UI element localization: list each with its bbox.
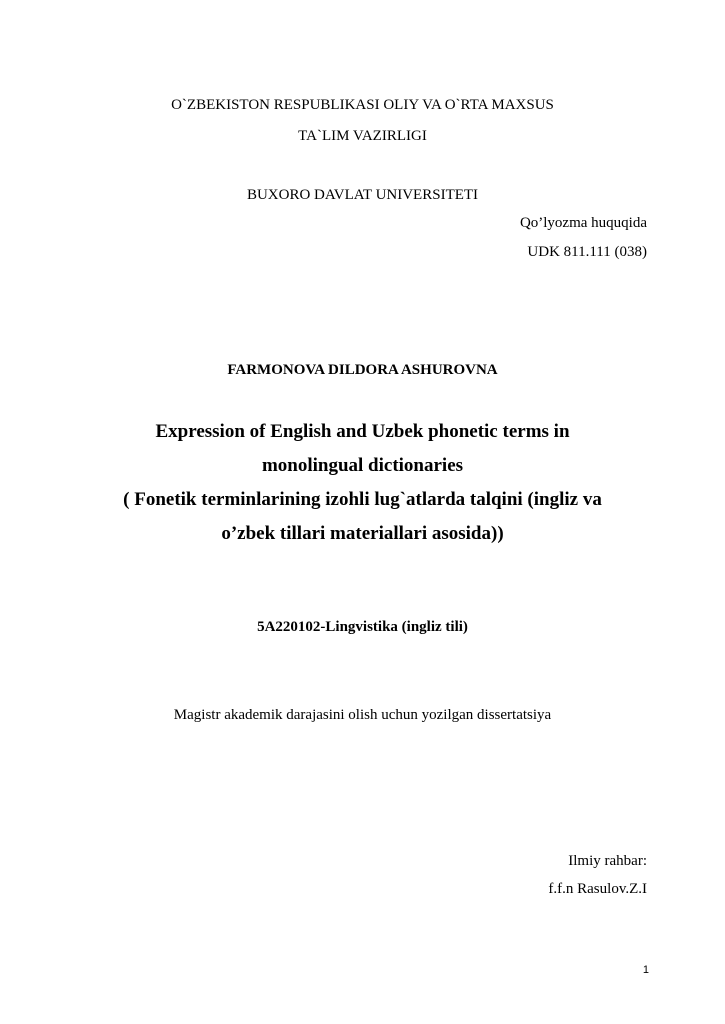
degree-note: Magistr akademik darajasini olish uchun yozilgan dissertatsiya	[173, 707, 552, 723]
specialty-code: 5A220102-Lingvistika (ingliz tili)	[257, 619, 468, 635]
page-number: 1	[642, 964, 649, 976]
title-line-3: ( Fonetik terminlarining izohli lug`atlarda talqini (ingliz va	[123, 489, 602, 510]
university-name: BUXORO DAVLAT UNIVERSITETI	[246, 187, 479, 203]
title-line-2: monolingual dictionaries	[261, 455, 464, 476]
rights-note: Qo’lyozma huquqida	[519, 215, 647, 231]
title-line-4: o’zbek tillari materiallari asosida))	[221, 523, 504, 544]
udk-code: UDK 811.111 (038)	[527, 244, 647, 260]
supervisor-label: Ilmiy rahbar:	[568, 853, 647, 869]
ministry-line-1: O`ZBEKISTON RESPUBLIKASI OLIY VA O`RTA MAXSUS	[171, 97, 554, 113]
author-name: FARMONOVA DILDORA ASHUROVNA	[227, 362, 498, 378]
title-line-1: Expression of English and Uzbek phonetic terms in	[155, 421, 570, 442]
supervisor-name: f.f.n Rasulov.Z.I	[548, 881, 647, 897]
ministry-line-2: TA`LIM VAZIRLIGI	[298, 128, 427, 144]
